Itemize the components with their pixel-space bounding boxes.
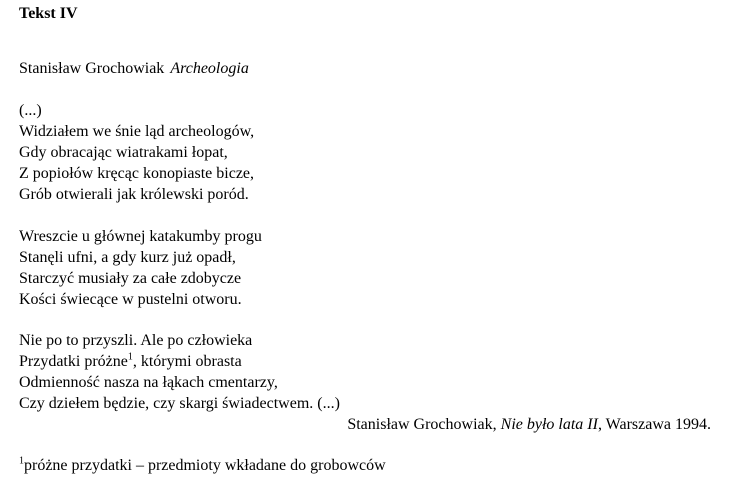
stanza-1 (19, 100, 254, 205)
poem-line: Grób otwierali jak królewski poród. (19, 186, 249, 203)
footnote-number: 1 (19, 455, 24, 467)
source-citation (347, 414, 711, 435)
author-name: Stanisław Grochowiak (19, 60, 165, 77)
author-title-line (19, 58, 249, 79)
poem-line-end: , którymi obrasta (132, 353, 242, 370)
poem-line: Starczyć musiały za całe zdobycze (19, 270, 242, 287)
poem-line: Z popiołów kręcąc konopiaste bicze, (19, 165, 255, 182)
poem-line: (...) (19, 102, 42, 119)
poem-line: Widziałem we śnie ląd archeologów, (19, 123, 255, 140)
poem-line: Gdy obracając wiatrakami łopat, (19, 144, 228, 161)
footnote-text: próżne przydatki – przedmioty wkładane do grobowców (24, 457, 386, 474)
poem-line: Nie po to przyszli. Ale po człowieka (19, 332, 253, 349)
poem-line: Czy dziełem będzie, czy skargi świadectwem. (...) (19, 395, 340, 412)
poem-line: Kości świecące w pustelni otworu. (19, 291, 242, 308)
footnote-marker: 1 (127, 351, 133, 363)
footnote (19, 455, 386, 476)
poem-line-start: Przydatki próżne (19, 353, 128, 370)
poem-line-with-footnote (19, 351, 340, 372)
poem-line: Wreszcie u głównej katakumby progu (19, 228, 262, 245)
source-author: Stanisław Grochowiak, (347, 416, 497, 433)
poem-line: Odmienność nasza na łąkach cmentarzy, (19, 374, 278, 391)
source-book-title: Nie było lata II (500, 416, 598, 433)
poem-title: Archeologia (170, 60, 249, 77)
stanza-3 (19, 330, 340, 414)
stanza-2 (19, 226, 262, 310)
source-details: , Warszawa 1994. (597, 416, 711, 433)
poem-line: Stanęli ufni, a gdy kurz już opadł, (19, 249, 236, 266)
text-heading: Tekst IV (19, 5, 78, 22)
